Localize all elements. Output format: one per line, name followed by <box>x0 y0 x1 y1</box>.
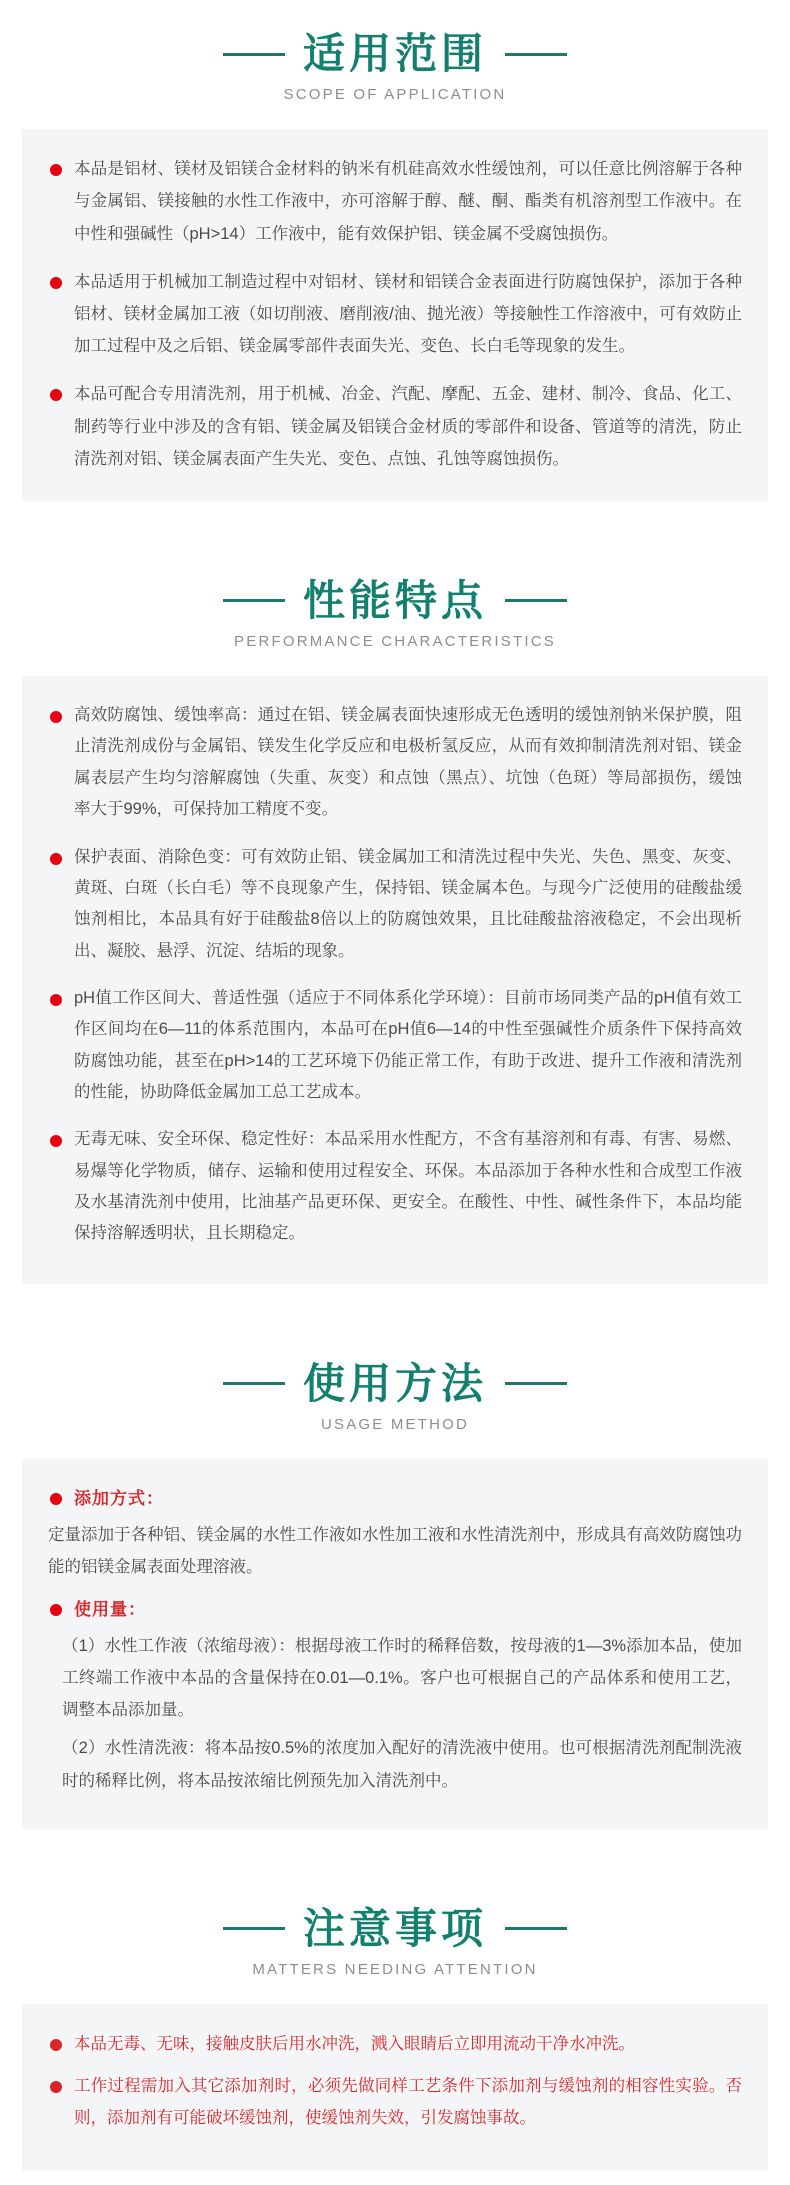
rule-left-icon <box>223 53 285 56</box>
usage-subtitle-addition-method: 添加方式： <box>48 1483 742 1515</box>
list-item: 本品可配合专用清洗剂，用于机械、冶金、汽配、摩配、五金、建材、制冷、食品、化工、制药等行业中涉及的含有铝、镁金属及铝镁合金材质的零部件和设备、管道等的清洗，防止清洗剂对铝、镁金属表面产生失光、变色、点蚀、孔蚀等腐蚀损伤。 <box>48 378 742 475</box>
usage-addition-method-body: 定量添加于各种铝、镁金属的水性工作液如水性加工液和水性清洗剂中，形成具有高效防腐蚀功能的铝镁金属表面处理溶液。 <box>48 1526 742 1577</box>
section-header-scope <box>0 0 790 113</box>
section-title-en: PERFORMANCE CHARACTERISTICS <box>234 633 556 651</box>
list-item: 本品无毒、无味，接触皮肤后用水冲洗，溅入眼睛后立即用流动干净水冲洗。 <box>48 2028 742 2060</box>
section-title-row <box>0 1360 790 1408</box>
rule-right-icon <box>505 599 567 602</box>
section-title-cn: 适用范围 <box>302 30 487 77</box>
list-item: 本品是铝材、镁材及铝镁合金材料的钠米有机硅高效水性缓蚀剂，可以任意比例溶解于各种与金属铝、镁接触的水性工作液中，亦可溶解于醇、醚、酮、酯类有机溶剂型工作液中。在中性和强碱性（pH>14）工作液中，能有效保护铝、镁金属不受腐蚀损伤。 <box>48 153 742 250</box>
section-title-en: USAGE METHOD <box>320 1415 470 1433</box>
rule-right-icon <box>505 53 567 56</box>
list-item: 本品适用于机械加工制造过程中对铝材、镁材和铝镁合金表面进行防腐蚀保护，添加于各种铝材、镁材金属加工液（如切削液、磨削液/油、抛光液）等接触性工作溶液中，可有效防止加工过程中及之后铝、镁金属零部件表面失光、变色、长白毛等现象的发生。 <box>48 266 742 363</box>
rule-right-icon <box>505 1382 567 1385</box>
section-title-row <box>0 1905 790 1953</box>
usage-subtitle-dosage: 使用量： <box>48 1594 742 1626</box>
section-title-cn: 使用方法 <box>302 1359 487 1407</box>
list-item: pH值工作区间大、普适性强（适应于不同体系化学环境）：目前市场同类产品的pH值有效工作区间均在6—11的体系范围内，本品可在pH值6—14的中性至强碱性介质条件下保持高效防腐蚀功能，甚至在pH>14的工艺环境下仍能正常工作，有助于改进、提升工作液和清洗剂的性能，协助降低金属加工总工艺成本。 <box>48 983 742 1108</box>
scope-content-card <box>22 129 768 501</box>
section-title-cn: 注意事项 <box>302 1904 487 1952</box>
section-divider-space <box>0 1284 790 1330</box>
list-item: 无毒无味、安全环保、稳定性好：本品采用水性配方，不含有基溶剂和有毒、有害、易燃、易爆等化学物质，储存、运输和使用过程安全、环保。本品添加于各种水性和合成型工作液及水基清洗剂中使用，比油基产品更环保、更安全。在酸性、中性、碱性条件下，本品均能保持溶解透明状，且长期稳定。 <box>48 1124 742 1249</box>
section-title-cn: 性能特点 <box>302 576 487 624</box>
section-title-en: MATTERS NEEDING ATTENTION <box>252 1961 538 1979</box>
performance-content-card <box>22 676 768 1284</box>
section-header-attention <box>0 1875 790 1988</box>
section-title-row <box>0 30 790 78</box>
rule-left-icon <box>223 599 285 602</box>
usage-dosage-item: （1）水性工作液（浓缩母液）：根据母液工作时的稀释倍数，按母液的1—3%添加本品，使加工终端工作液中本品的含量保持在0.01—0.1%。客户也可根据自己的产品体系和使用工艺，调整本品添加量。 <box>62 1636 742 1720</box>
section-header-performance <box>0 547 790 660</box>
usage-content-card <box>22 1459 768 1829</box>
section-header-usage <box>0 1330 790 1443</box>
rule-left-icon <box>223 1382 285 1385</box>
rule-right-icon <box>505 1927 567 1930</box>
list-item: 高效防腐蚀、缓蚀率高：通过在铝、镁金属表面快速形成无色透明的缓蚀剂钠米保护膜，阻止清洗剂成份与金属铝、镁发生化学反应和电极析氢反应，从而有效抑制清洗剂对铝、镁金属表层产生均匀溶解腐蚀（失重、灰变）和点蚀（黑点）、坑蚀（色斑）等局部损伤，缓蚀率大于99%，可保持加工精度不变。 <box>48 700 742 825</box>
list-item: 保护表面、消除色变：可有效防止铝、镁金属加工和清洗过程中失光、失色、黑变、灰变、黄斑、白斑（长白毛）等不良现象产生，保持铝、镁金属本色。与现今广泛使用的硅酸盐缓蚀剂相比，本品具有好于硅酸盐8倍以上的防腐蚀效果，且比硅酸盐溶液稳定，不会出现析出、凝胶、悬浮、沉淀、结垢的现象。 <box>48 842 742 967</box>
section-divider-space <box>0 1829 790 1875</box>
usage-dosage-item: （2）水性清洗液：将本品按0.5%的浓度加入配好的清洗液中使用。也可根据清洗剂配制洗液时的稀释比例，将本品按浓缩比例预先加入清洗剂中。 <box>62 1739 742 1790</box>
page-bottom-space <box>0 2171 790 2185</box>
list-item: 工作过程需加入其它添加剂时，必须先做同样工艺条件下添加剂与缓蚀剂的相容性实验。否则，添加剂有可能破坏缓蚀剂，使缓蚀剂失效，引发腐蚀事故。 <box>48 2070 742 2134</box>
section-title-row <box>0 577 790 625</box>
section-divider-space <box>0 501 790 547</box>
attention-content-card <box>22 2004 768 2171</box>
section-title-en: SCOPE OF APPLICATION <box>283 86 507 104</box>
rule-left-icon <box>223 1927 285 1930</box>
